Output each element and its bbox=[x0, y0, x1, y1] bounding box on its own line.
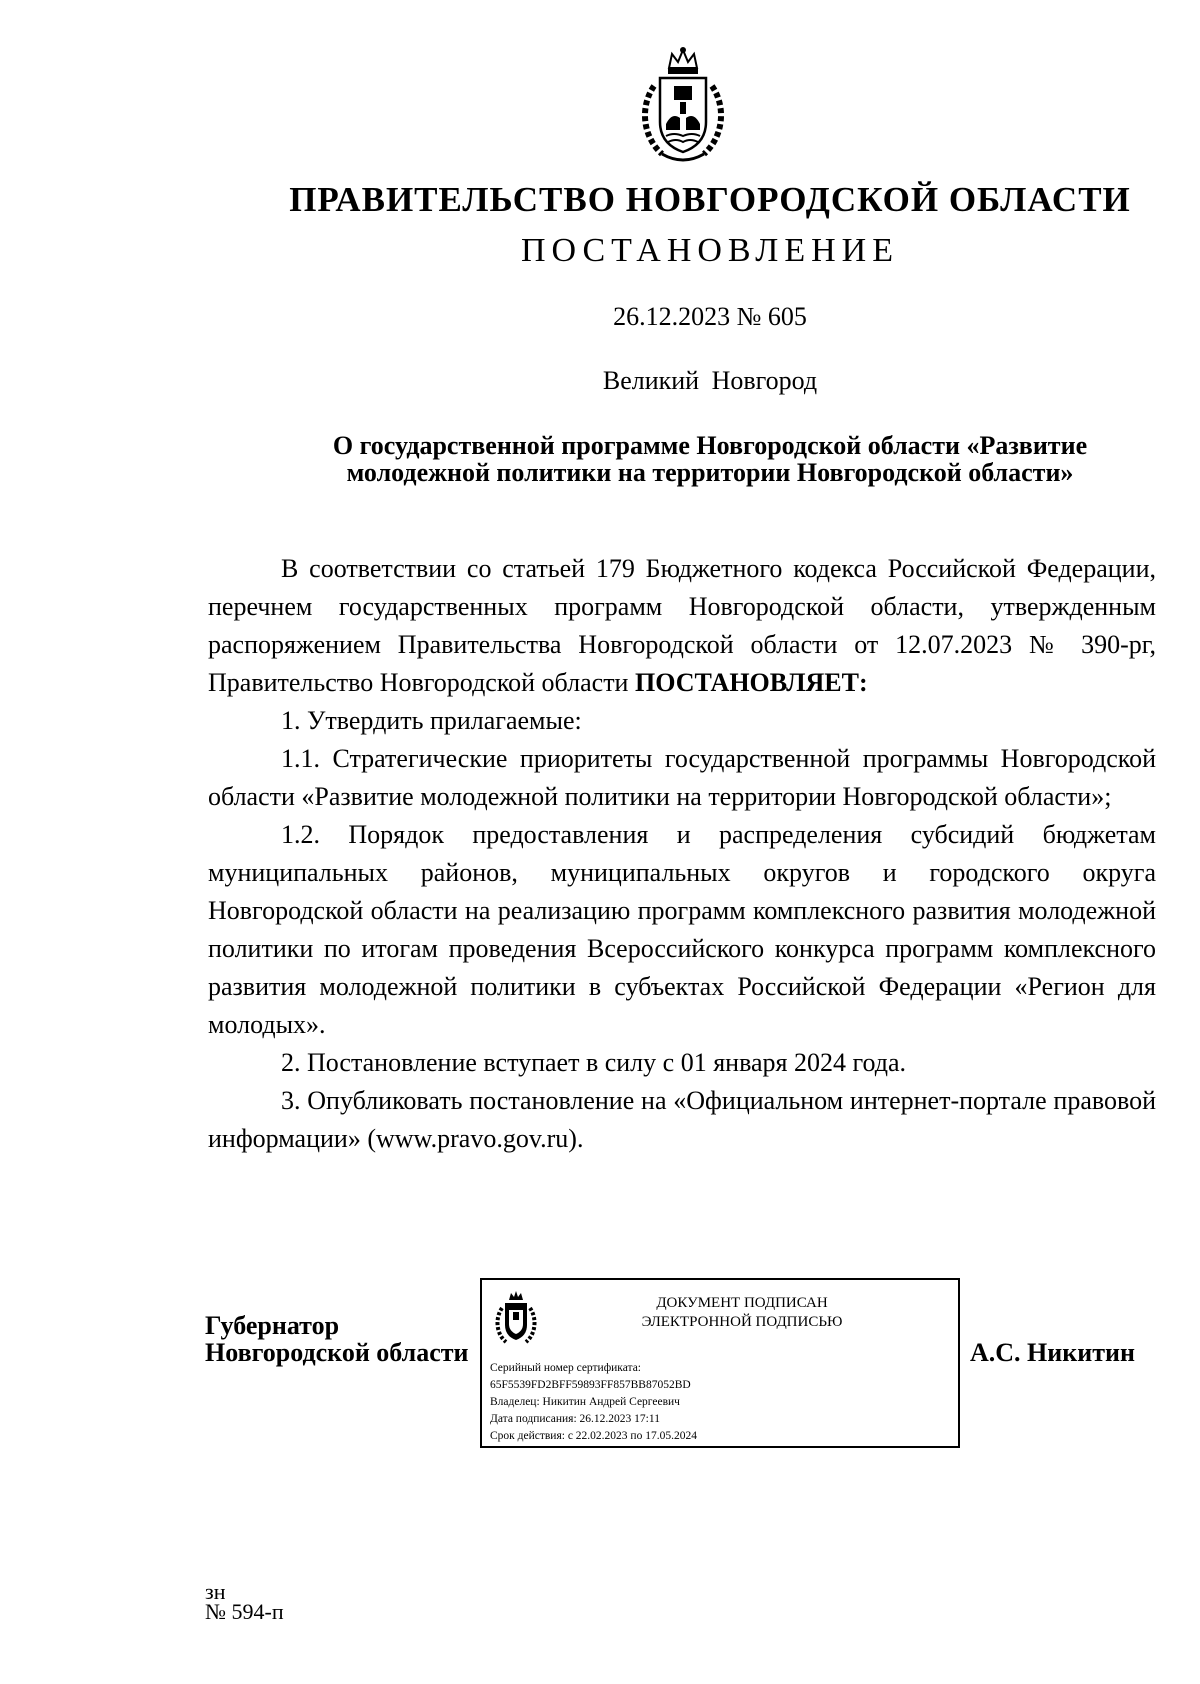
stamp-details bbox=[490, 1360, 697, 1445]
body-item-1-2: 1.2. Порядок предоставления и распределения субсидий бюджетам муниципальных районов, муниципальных округов и городского округа Новгородской области на реализацию программ комплексного развития молодежной политики по итогам проведения Всероссийского конкурса программ комплексного развития молодежной политики в субъектах Российской Федерации «Регион для молодых». bbox=[208, 820, 1156, 1039]
document-type: ПОСТАНОВЛЕНИЕ bbox=[520, 232, 900, 269]
cert-serial: 65F5539FD2BFF59893FF857BB87052BD bbox=[490, 1379, 691, 1391]
position-line-1: Губернатор bbox=[205, 1311, 340, 1340]
stamp-emblem-icon bbox=[494, 1290, 538, 1350]
cert-label: Серийный номер сертификата: bbox=[490, 1362, 641, 1374]
coat-of-arms-emblem bbox=[636, 46, 730, 170]
preamble-paragraph bbox=[208, 550, 1156, 702]
footer-initials: зн bbox=[205, 1579, 226, 1604]
subject-line-2: молодежной политики на территории Новгородской области» bbox=[346, 458, 1074, 487]
footer-registration bbox=[205, 1579, 284, 1624]
preamble-text: В соответствии со статьей 179 Бюджетного кодекса Российской Федерации, перечнем государственных программ Новгородской области, утвержденным распоряжением Правительства Новгородской области от 12.07.2023 № 390-рг, Правительство Новгородской области bbox=[208, 554, 1156, 697]
electronic-signature-stamp bbox=[480, 1278, 960, 1448]
organization-title: ПРАВИТЕЛЬСТВО НОВГОРОДСКОЙ ОБЛАСТИ bbox=[289, 180, 1131, 219]
subject-line-1: О государственной программе Новгородской области «Развитие bbox=[332, 431, 1088, 460]
position-line-2: Новгородской области bbox=[205, 1338, 469, 1367]
document-subject bbox=[110, 432, 1200, 486]
stamp-title-line-1: ДОКУМЕНТ ПОДПИСАН bbox=[656, 1295, 828, 1311]
body-item-2: 2. Постановление вступает в силу с 01 января 2024 года. bbox=[281, 1048, 907, 1077]
signatory-position bbox=[205, 1312, 469, 1366]
cert-owner: Владелец: Никитин Андрей Сергеевич bbox=[490, 1396, 680, 1408]
document-city: Великий Новгород bbox=[602, 366, 818, 395]
footer-reg-number: № 594-п bbox=[205, 1599, 284, 1624]
stamp-title-line-2: ЭЛЕКТРОННОЙ ПОДПИСЬЮ bbox=[641, 1314, 843, 1330]
signatory-name: А.С. Никитин bbox=[970, 1338, 1135, 1367]
signed-date: Дата подписания: 26.12.2023 17:11 bbox=[490, 1413, 660, 1425]
decree-word: ПОСТАНОВЛЯЕТ: bbox=[634, 668, 868, 697]
body-item-1-1: 1.1. Стратегические приоритеты государственной программы Новгородской области «Развитие молодежной политики на территории Новгородской области»; bbox=[208, 744, 1156, 811]
cert-validity: Срок действия: с 22.02.2023 по 17.05.2024 bbox=[490, 1430, 697, 1442]
document-body bbox=[208, 550, 1156, 1158]
document-date-number: 26.12.2023 № 605 bbox=[613, 302, 807, 331]
body-item-3: 3. Опубликовать постановление на «Официальном интернет-портале правовой информации» (www.pravo.gov.ru). bbox=[208, 1086, 1156, 1153]
stamp-title bbox=[552, 1294, 932, 1332]
body-item-1: 1. Утвердить прилагаемые: bbox=[281, 706, 582, 735]
